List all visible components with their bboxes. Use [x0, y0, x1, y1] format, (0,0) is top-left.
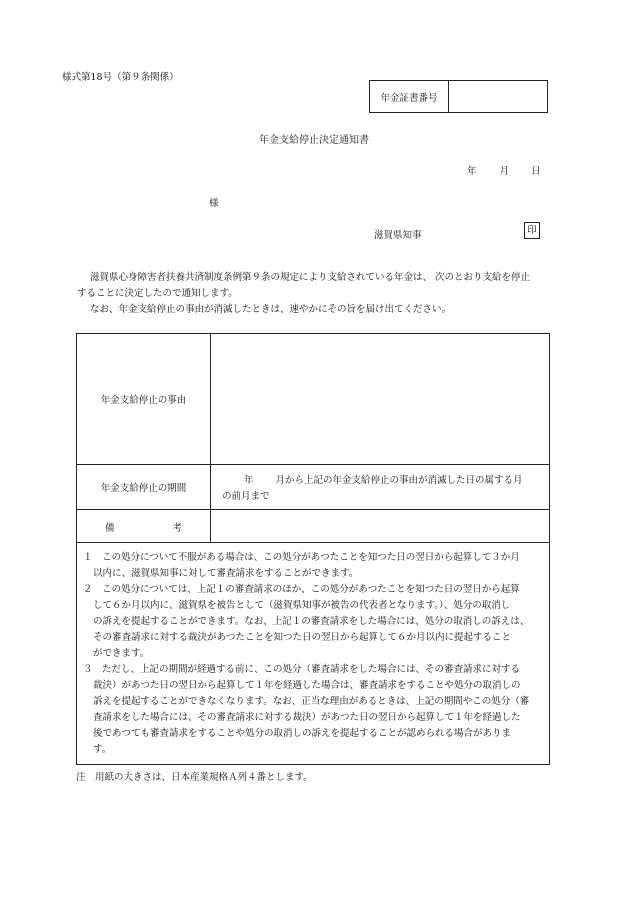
body-paragraph-1-line-2: することに決定したので通知します。 [77, 288, 238, 299]
appeal-notice-box [76, 543, 550, 765]
document-title: 年金支給停止決定通知書 [259, 135, 369, 146]
remarks-label-char-1: 備 [104, 522, 115, 534]
notice-line: ができます。 [93, 648, 150, 659]
notice-line: ２ この処分については、上記１の審査請求のほか、この処分があつたことを知つた日の翌日から起算 [83, 584, 520, 595]
date-year: 年 [467, 166, 477, 177]
issuer-name: 滋賀県知事 [374, 230, 422, 241]
table-row-reason [77, 334, 549, 465]
remarks-label-char-2: 考 [172, 522, 183, 534]
body-paragraph-2: なお、年金支給停止の事由が消滅したときは、速やかにその旨を届け出てください。 [90, 304, 452, 315]
period-year: 年 [244, 475, 254, 486]
suspension-table [76, 333, 550, 543]
seal-mark: 印 [524, 222, 540, 239]
date-month: 月 [499, 166, 510, 177]
notice-line: １ この処分について不服がある場合は、この処分があつたことを知つた日の翌日から起算して３か月 [83, 552, 520, 563]
table-row-remarks [77, 510, 549, 543]
body-paragraph-1-line-1: 滋賀県心身障害者扶養共済制度条例第９条の規定により支給されている年金は、 次のとおり支給を停止 [90, 272, 531, 283]
notice-line: す。 [93, 744, 112, 755]
remarks-value[interactable] [211, 510, 549, 543]
date-line [467, 163, 541, 177]
footnote: 注 用紙の大きさは、日本産業規格Ａ列４番とします。 [76, 772, 313, 783]
notice-line: 訴えを提起することができなくなります。なお、正当な理由があるときは、上記の期間やこの処分（審 [93, 696, 530, 707]
notice-line: の訴えを提起することができます。なお、上記１の審査請求をした場合には、処分の取消しの訴えは、 [93, 616, 530, 627]
period-value [211, 465, 549, 509]
certificate-number-label: 年金証書番号 [370, 81, 449, 112]
notice-line: その審査請求に対する裁決があつたことを知つた日の翌日から起算して６か月以内に提起すること [93, 632, 512, 643]
reason-label: 年金支給停止の事由 [77, 334, 211, 464]
remarks-label [77, 510, 211, 543]
certificate-number-box [369, 80, 548, 113]
period-text-line-1: 月から上記の年金支給停止の事由が消滅した日の属する月 [275, 475, 523, 486]
notice-line: 以内に、滋賀県知事に対して審査請求をすることができます。 [93, 568, 359, 579]
notice-line: 裁決）があつた日の翌日から起算して１年を経過した場合は、審査請求をすることや処分の取消しの [93, 680, 521, 691]
certificate-number-value[interactable] [449, 81, 547, 112]
period-text-line-2: の前月まで [222, 491, 270, 502]
period-label: 年金支給停止の期間 [77, 465, 211, 509]
reason-value[interactable] [211, 334, 549, 464]
table-row-period [77, 465, 549, 510]
addressee-suffix: 様 [209, 198, 219, 209]
notice-line: して６か月以内に、滋賀県を被告として（滋賀県知事が被告の代表者となります。）、処分の取消し [93, 600, 511, 611]
notice-line: 査請求をした場合には、その審査請求に対する裁決）があつた日の翌日から起算して１年を経過した [93, 712, 521, 723]
notice-line: ３ ただし、上記の期間が経過する前に、この処分（審査請求をした場合には、その審査請求に対する [83, 664, 521, 675]
form-number: 様式第18号（第９条関係） [62, 72, 179, 83]
date-day: 日 [531, 166, 541, 177]
notice-line: 後であつても審査請求をすることや処分の取消しの訴えを提起することが認められる場合がありま [93, 728, 512, 739]
